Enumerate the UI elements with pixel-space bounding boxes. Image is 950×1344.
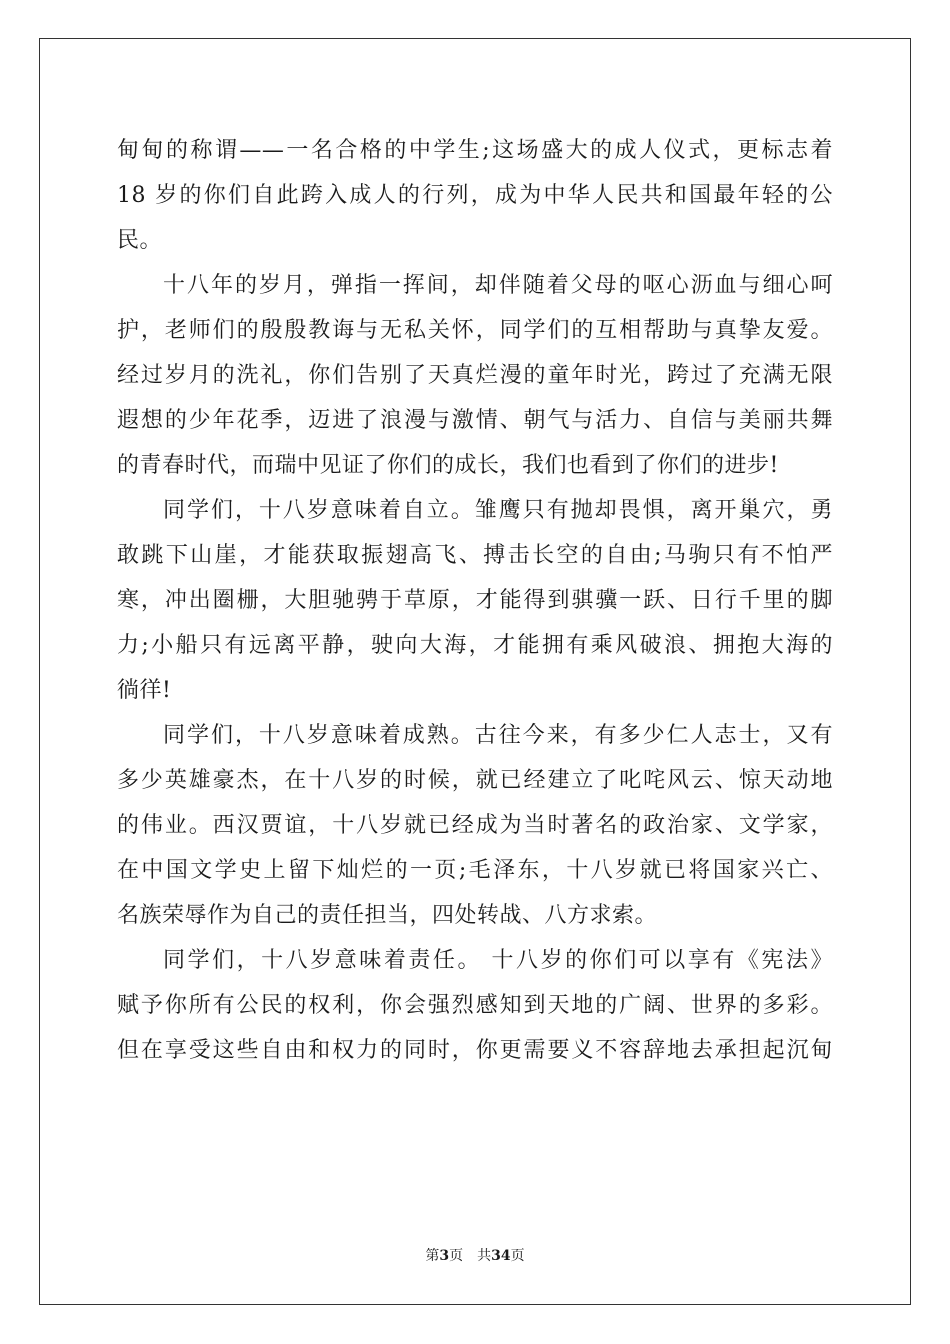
text-line: 的伟业。西汉贾谊，十八岁就已经成为当时著名的政治家、文学家， xyxy=(117,813,833,838)
current-page-number: 3 xyxy=(439,1248,450,1264)
text-line: 力;小船只有远离平静，驶向大海，才能拥有乘风破浪、拥抱大海的 xyxy=(117,633,833,658)
text-line: 护，老师们的殷殷教诲与无私关怀，同学们的互相帮助与真挚友爱。 xyxy=(117,318,833,343)
text-line: 的青春时代，而瑞中见证了你们的成长，我们也看到了你们的进步! xyxy=(117,453,779,478)
total-label-prefix: 共 xyxy=(477,1248,492,1264)
total-label-suffix: 页 xyxy=(510,1248,525,1264)
text-line: 在中国文学史上留下灿烂的一页;毛泽东，十八岁就已将国家兴亡、 xyxy=(117,858,833,883)
text-line: 名族荣辱作为自己的责任担当，四处转战、八方求索。 xyxy=(117,903,658,928)
text-line: 同学们，十八岁意味着自立。雏鹰只有抛却畏惧，离开巢穴，勇 xyxy=(163,498,833,523)
page-footer xyxy=(0,1246,950,1266)
text-line: 同学们，十八岁意味着成熟。古往今来，有多少仁人志士，又有 xyxy=(163,723,833,748)
text-line: 徜徉! xyxy=(117,678,172,703)
text-line: 遐想的少年花季，迈进了浪漫与激情、朝气与活力、自信与美丽共舞 xyxy=(117,408,833,433)
text-line: 18 岁的你们自此跨入成人的行列，成为中华人民共和国最年轻的公 xyxy=(117,183,833,208)
text-line: 经过岁月的洗礼，你们告别了天真烂漫的童年时光，跨过了充满无限 xyxy=(117,363,833,388)
text-line: 多少英雄豪杰，在十八岁的时候，就已经建立了叱咤风云、惊天动地 xyxy=(117,768,833,793)
document-body xyxy=(117,128,833,1073)
text-line: 同学们，十八岁意味着责任。 十八岁的你们可以享有《宪法》 xyxy=(163,948,833,973)
page-label-prefix: 第 xyxy=(425,1248,440,1264)
text-line: 民。 xyxy=(117,228,163,253)
total-page-count: 34 xyxy=(491,1248,511,1264)
text-line: 十八年的岁月，弹指一挥间，却伴随着父母的呕心沥血与细心呵 xyxy=(163,273,833,298)
text-line: 甸甸的称谓——一名合格的中学生;这场盛大的成人仪式，更标志着 xyxy=(117,138,833,163)
text-line: 敢跳下山崖，才能获取振翅高飞、搏击长空的自由;马驹只有不怕严 xyxy=(117,543,833,568)
text-line: 但在享受这些自由和权力的同时，你更需要义不容辞地去承担起沉甸 xyxy=(117,1038,833,1063)
page-label-suffix: 页 xyxy=(449,1248,464,1264)
text-line: 赋予你所有公民的权利，你会强烈感知到天地的广阔、世界的多彩。 xyxy=(117,993,833,1018)
text-line: 寒，冲出圈栅，大胆驰骋于草原，才能得到骐骥一跃、日行千里的脚 xyxy=(117,588,833,613)
